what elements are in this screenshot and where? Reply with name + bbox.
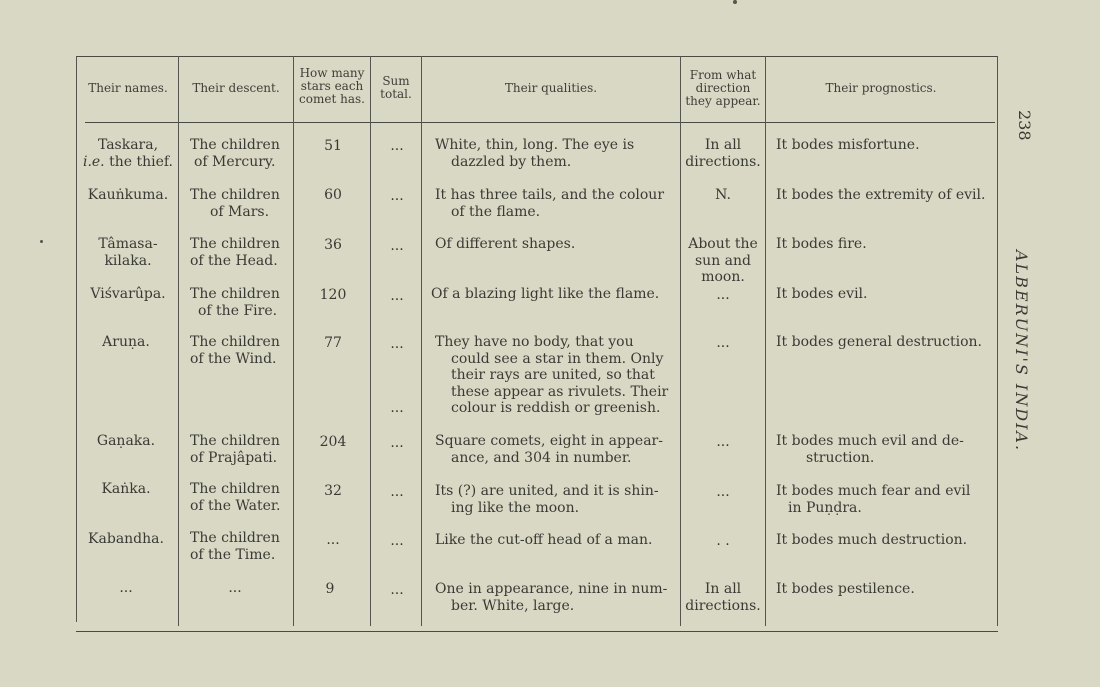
sum-total: ... — [390, 400, 404, 416]
star-count: 204 — [319, 434, 347, 450]
ink-speck — [40, 240, 43, 243]
comet-prognostic: It bodes much fear and evil in Puṇḍra. — [776, 483, 971, 516]
column-rule — [178, 56, 179, 626]
comet-name: Viśvarûpa. — [90, 286, 166, 302]
comet-qualities: Of different shapes. — [435, 236, 576, 252]
column-rule — [370, 56, 371, 626]
comet-prognostic: It bodes much destruction. — [776, 532, 968, 548]
comet-qualities: Like the cut-off head of a man. — [435, 532, 653, 548]
sum-total: ... — [390, 582, 404, 598]
comet-direction: ... — [716, 484, 730, 500]
comet-direction: In all directions. — [685, 137, 761, 170]
sum-total: ... — [390, 288, 404, 304]
table-bottom-rule — [76, 631, 998, 632]
page-number: 238 — [1015, 110, 1034, 141]
comet-name: Kabandha. — [88, 531, 164, 547]
comet-name: Kauṅkuma. — [87, 187, 169, 203]
comet-prognostic: It bodes pestilence. — [776, 581, 915, 597]
star-count: ... — [326, 532, 340, 548]
comet-descent: The children of the Head. — [190, 236, 280, 269]
comet-descent: The children of the Fire. — [190, 286, 280, 319]
comet-direction: . . — [716, 533, 730, 549]
comet-name: Gaṇaka. — [96, 433, 156, 449]
comet-direction: ... — [716, 287, 730, 303]
star-count: 77 — [324, 335, 342, 351]
sum-total: ... — [390, 138, 404, 154]
comet-descent: The children of the Wind. — [190, 334, 280, 367]
comet-prognostic: It bodes evil. — [776, 286, 868, 302]
comet-descent: The children of Prajâpati. — [190, 433, 280, 466]
header-qualities: Their qualities. — [504, 80, 598, 95]
star-count: 60 — [324, 187, 342, 203]
comet-descent: The children of Mars. — [190, 187, 280, 220]
comet-direction: ... — [716, 335, 730, 351]
comet-name-gloss: i.e. the thief. — [82, 153, 174, 170]
star-count: 120 — [319, 287, 347, 303]
comet-direction: In all directions. — [685, 581, 761, 614]
comet-qualities: One in appearance, nine in num- ber. White, large. — [435, 581, 668, 614]
comet-qualities: Of a blazing light like the flame. — [431, 286, 660, 302]
comet-qualities: White, thin, long. The eye is dazzled by them. — [435, 137, 635, 170]
header-descent: Their descent. — [192, 80, 280, 95]
sum-total: ... — [390, 188, 404, 204]
comet-direction: ... — [716, 434, 730, 450]
comet-name: Tâmasa- kilaka. — [98, 236, 158, 269]
header-sum: Sum total. — [380, 74, 412, 101]
ink-speck — [733, 0, 737, 4]
comet-qualities: Its (?) are united, and it is shin- ing like the moon. — [435, 483, 659, 516]
comet-descent: The children of the Water. — [190, 481, 281, 514]
comet-name: Aruṇa. — [102, 334, 150, 350]
running-title: ALBERUNI'S INDIA. — [1012, 250, 1031, 453]
comet-name: ... — [119, 580, 133, 596]
comet-descent: The children of Mercury. — [190, 137, 280, 170]
star-count: 9 — [325, 581, 335, 597]
comet-prognostic: It bodes fire. — [776, 236, 867, 252]
comet-name: Taskara, i.e. the thief. — [78, 137, 178, 170]
star-count: 32 — [324, 483, 342, 499]
header-direction: From what direction they appear. — [685, 68, 761, 108]
table-top-rule — [76, 56, 998, 57]
header-prognostics: Their prognostics. — [825, 80, 937, 95]
star-count: 51 — [324, 138, 342, 154]
header-stars: How many stars each comet has. — [299, 66, 365, 106]
comet-qualities: It has three tails, and the colour of the flame. — [435, 187, 665, 220]
sum-total: ... — [390, 238, 404, 254]
sum-total: ... — [390, 533, 404, 549]
comet-qualities: They have no body, that you could see a star in them. Only their rays are united, so that these appear as rivulets. Their colour is reddish or greenish. — [435, 334, 669, 416]
comet-direction: About the sun and moon. — [688, 236, 758, 285]
comet-prognostic: It bodes much evil and de- struction. — [776, 433, 964, 466]
comet-direction: N. — [715, 187, 731, 203]
comet-descent: The children of the Time. — [190, 530, 280, 563]
sum-total: ... — [390, 484, 404, 500]
comet-descent: ... — [228, 580, 242, 596]
header-names: Their names. — [88, 80, 168, 95]
sum-total: ... — [390, 336, 404, 352]
comet-prognostic: It bodes general destruction. — [776, 334, 983, 350]
comet-prognostic: It bodes misfortune. — [776, 137, 920, 153]
comet-prognostic: It bodes the extremity of evil. — [776, 187, 986, 203]
comet-qualities: Square comets, eight in appear- ance, and 304 in number. — [435, 433, 663, 466]
star-count: 36 — [324, 237, 342, 253]
sum-total: ... — [390, 435, 404, 451]
comet-name: Kaṅka. — [101, 481, 151, 497]
header-bottom-rule — [85, 122, 995, 123]
